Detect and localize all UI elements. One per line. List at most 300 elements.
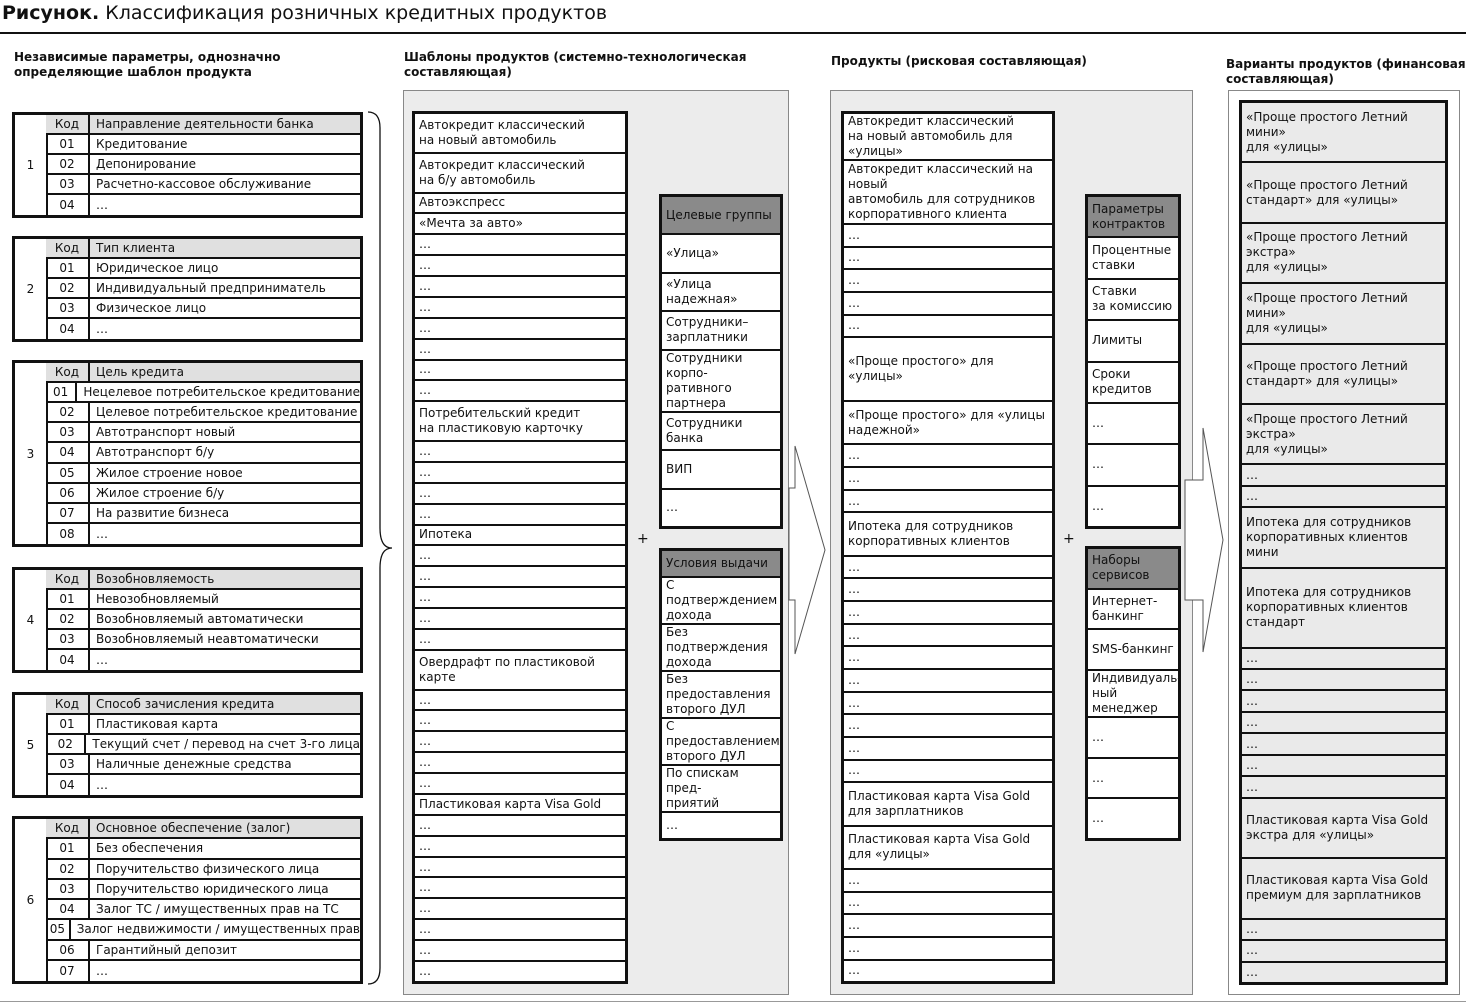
- cell-text: …: [1246, 779, 1258, 794]
- variant-item: [1242, 777, 1445, 796]
- cell-text: Сотрудники банка: [666, 415, 743, 445]
- template-item: [415, 899, 625, 918]
- product-item: [844, 915, 1052, 936]
- value-cell: Автотранспорт новый: [96, 425, 236, 440]
- value-cell: Целевое потребительское кредитование: [96, 405, 358, 420]
- product-item: [844, 783, 1052, 824]
- template-item: [415, 154, 625, 192]
- cell-text: …: [1092, 811, 1104, 826]
- param-table-row: [46, 423, 360, 443]
- cell-text: …: [419, 506, 431, 521]
- cell-text: …: [848, 250, 860, 265]
- cell-text: …: [1092, 457, 1104, 472]
- cell-text: …: [419, 880, 431, 895]
- product-item: [844, 270, 1052, 291]
- param-table-row: [46, 524, 360, 544]
- template-item: [415, 256, 625, 275]
- code-cell: 04: [46, 650, 90, 670]
- cell-text: Интернет- банкинг: [1092, 594, 1158, 623]
- cell-text: ВИП: [666, 461, 693, 476]
- product-item: [844, 114, 1052, 159]
- value-cell: Расчетно-кассовое обслуживание: [96, 177, 312, 191]
- product-item: [844, 445, 1052, 466]
- template-item: [415, 630, 625, 649]
- code-cell: Код: [46, 695, 90, 713]
- cell-text: Автокредит классический на новый автомобиль для сотрудников корпоративного клиента: [848, 161, 1036, 221]
- cell-text: …: [848, 559, 860, 574]
- param-table-header-row: [46, 363, 360, 383]
- contract-param-item: [1088, 445, 1178, 484]
- cell-text: Автокредит классический на б/у автомобиль: [419, 157, 585, 187]
- value-cell: На развитие бизнеса: [96, 505, 230, 520]
- cell-text: Пластиковая карта Visa Gold премиум для зарплатников: [1246, 873, 1429, 903]
- issue-condition-item: [662, 813, 780, 838]
- template-item: [415, 753, 625, 772]
- value-cell: Залог ТС / имущественных прав на ТС: [96, 902, 339, 917]
- template-item: [415, 402, 625, 440]
- cell-text: Автоэкспресс: [419, 195, 506, 210]
- service-set-item: [1088, 590, 1178, 629]
- code-cell: Код: [46, 239, 90, 257]
- contract-param-header: [1088, 197, 1178, 236]
- variant-item: [1242, 713, 1445, 732]
- service-set-item: [1088, 799, 1178, 838]
- product-item: [844, 248, 1052, 269]
- cell-text: …: [1092, 498, 1104, 513]
- params-column-heading: Независимые параметры, однозначно определяющие шаблон продукта: [14, 50, 281, 79]
- target-groups-list: [659, 194, 783, 529]
- cell-text: Автокредит классический на новый автомобиль для «улицы»: [848, 114, 1014, 158]
- template-item: [415, 837, 625, 856]
- template-item: [415, 340, 625, 359]
- code-cell: 03: [46, 630, 90, 648]
- value-cell: Поручительство физического лица: [96, 861, 320, 876]
- arrow-to-variants: [1181, 420, 1225, 660]
- code-cell: 02: [46, 279, 90, 297]
- cell-text: С предоставлением второго ДУЛ: [666, 719, 780, 763]
- cell-text: …: [1246, 489, 1258, 504]
- param-table-row: [46, 259, 360, 279]
- value-cell: Поручительство юридического лица: [96, 881, 329, 896]
- cell-text: «Проще простого Летний мини» для «улицы»: [1246, 109, 1408, 154]
- cell-text: Лимиты: [1092, 333, 1143, 348]
- cell-text: «Проще простого Летний мини» для «улицы»: [1246, 290, 1408, 335]
- service-set-header: [1088, 549, 1178, 588]
- param-table-row: [46, 630, 360, 650]
- cell-text: Потребительский кредит на пластиковую карточку: [419, 406, 583, 436]
- param-table-row: [46, 715, 360, 735]
- variants-list: [1239, 100, 1448, 985]
- product-item: [844, 338, 1052, 400]
- service-set-item: [1088, 759, 1178, 798]
- contract-param-item: [1088, 280, 1178, 319]
- product-item: [844, 316, 1052, 337]
- figure-label: Рисунок.: [2, 2, 100, 24]
- template-item: [415, 711, 625, 730]
- cell-text: «Проще простого Летний стандарт» для «улицы»: [1246, 358, 1408, 388]
- value-cell: Возобновляемость: [96, 572, 215, 586]
- product-item: [844, 693, 1052, 714]
- product-item: [844, 870, 1052, 891]
- contract-param-item: [1088, 238, 1178, 277]
- value-cell: …: [96, 198, 108, 212]
- value-cell: Пластиковая карта: [96, 717, 219, 731]
- variant-item: [1242, 103, 1445, 161]
- cell-text: …: [848, 318, 860, 333]
- value-cell: …: [96, 778, 108, 792]
- param-table-row: [46, 484, 360, 504]
- service-set-item: [1088, 671, 1182, 716]
- cell-text: …: [419, 569, 431, 584]
- param-table-5: [12, 692, 363, 798]
- code-cell: 02: [46, 403, 90, 421]
- code-cell: 07: [46, 961, 90, 981]
- issue-condition-item: [662, 625, 780, 670]
- code-cell: 03: [46, 299, 90, 317]
- plus-operator-1: +: [637, 531, 649, 547]
- title-divider: [0, 32, 1466, 34]
- cell-text: «Проще простого Летний экстра» для «улицы»: [1246, 230, 1408, 275]
- param-table-row: [46, 383, 360, 403]
- param-table-row: [46, 920, 360, 940]
- value-cell: Гарантийный депозит: [96, 942, 238, 957]
- code-cell: 01: [46, 839, 90, 857]
- template-item: [415, 774, 625, 793]
- value-cell: …: [96, 322, 108, 336]
- cell-text: Пластиковая карта Visa Gold для зарплатников: [848, 788, 1031, 818]
- param-table-number: 6: [15, 819, 48, 981]
- cell-text: …: [848, 470, 860, 485]
- code-cell: 04: [46, 443, 90, 461]
- product-item: [844, 893, 1052, 914]
- cell-text: …: [419, 237, 431, 252]
- cell-text: …: [848, 604, 860, 619]
- code-cell: 01: [46, 590, 90, 608]
- param-table-number: 5: [15, 695, 48, 795]
- product-item: [844, 402, 1052, 443]
- cell-text: …: [848, 763, 860, 778]
- code-cell: 06: [46, 484, 90, 502]
- product-item: [844, 579, 1052, 600]
- value-cell: Способ зачисления кредита: [96, 697, 275, 711]
- service-sets-list: [1085, 546, 1181, 841]
- variant-item: [1242, 920, 1445, 939]
- variant-item: [1242, 756, 1445, 775]
- variant-item: [1242, 345, 1445, 403]
- product-item: [844, 715, 1052, 736]
- value-cell: …: [96, 963, 108, 978]
- cell-text: …: [848, 895, 860, 910]
- target-group-header: [662, 197, 780, 233]
- variant-item: [1242, 963, 1445, 982]
- variant-item: [1242, 465, 1445, 484]
- cell-text: …: [419, 258, 431, 273]
- template-item: [415, 858, 625, 877]
- cell-text: По спискам пред- приятий: [666, 766, 739, 810]
- cell-text: Без предоставления второго ДУЛ: [666, 672, 771, 716]
- cell-text: «Проще простого» для «улицы надежной»: [848, 407, 1045, 437]
- variant-item: [1242, 649, 1445, 668]
- param-table-row: [46, 590, 360, 610]
- cell-text: Сотрудники– зарплатники: [666, 315, 749, 345]
- template-item: [415, 381, 625, 400]
- template-item: [415, 442, 625, 461]
- cell-text: …: [1246, 672, 1258, 687]
- contract-param-item: [1088, 363, 1178, 402]
- param-table-row: [46, 839, 360, 859]
- param-table-2: [12, 236, 363, 342]
- cell-text: …: [1246, 921, 1258, 936]
- product-item: [844, 602, 1052, 623]
- cell-text: Ставки за комиссию: [1092, 284, 1173, 314]
- issue-condition-item: [662, 578, 780, 623]
- plus-operator-2: +: [1063, 531, 1075, 547]
- template-item: [415, 567, 625, 586]
- param-table-row: [46, 279, 360, 299]
- template-item: [415, 546, 625, 565]
- product-item: [844, 827, 1052, 868]
- product-item: [844, 738, 1052, 759]
- param-table-4: [12, 567, 363, 673]
- contract-params-list: [1085, 194, 1181, 529]
- cell-text: …: [419, 362, 431, 377]
- param-table-row: [46, 195, 360, 215]
- param-table-header-row: [46, 570, 360, 590]
- template-item: [415, 114, 625, 152]
- param-table-3: [12, 360, 363, 547]
- value-cell: Без обеспечения: [96, 841, 204, 856]
- cell-text: …: [848, 672, 860, 687]
- product-item: [844, 293, 1052, 314]
- cell-text: …: [1246, 758, 1258, 773]
- code-cell: 07: [46, 504, 90, 522]
- value-cell: …: [96, 653, 108, 667]
- templates-column-heading: Шаблоны продуктов (системно-технологическая составляющая): [404, 50, 747, 79]
- variant-item: [1242, 799, 1445, 857]
- variant-item: [1242, 284, 1445, 342]
- cell-text: «Проще простого» для «улицы»: [848, 354, 994, 384]
- cell-text: Сотрудники корпо- ративного партнера: [666, 350, 743, 410]
- param-table-row: [46, 155, 360, 175]
- template-item: [415, 941, 625, 960]
- templates-list: [412, 111, 628, 984]
- cell-text: …: [848, 227, 860, 242]
- template-item: [415, 816, 625, 835]
- cell-text: …: [848, 940, 860, 955]
- cell-text: …: [419, 631, 431, 646]
- param-table-row: [46, 880, 360, 900]
- template-item: [415, 526, 625, 545]
- param-table-row: [46, 175, 360, 195]
- cell-text: Целевые группы: [666, 207, 772, 222]
- product-item: [844, 647, 1052, 668]
- template-item: [415, 651, 625, 689]
- template-item: [415, 235, 625, 254]
- code-cell: 03: [46, 755, 90, 773]
- param-table-row: [46, 735, 360, 755]
- template-item: [415, 609, 625, 628]
- template-item: [415, 484, 625, 503]
- value-cell: Жилое строение новое: [96, 465, 243, 480]
- variant-item: [1242, 734, 1445, 753]
- param-table-row: [46, 443, 360, 463]
- product-item: [844, 670, 1052, 691]
- cell-text: …: [419, 443, 431, 458]
- cell-text: …: [848, 963, 860, 978]
- code-cell: 08: [46, 524, 90, 544]
- param-table-row: [46, 504, 360, 524]
- cell-text: SMS-банкинг: [1092, 642, 1174, 657]
- cell-text: …: [419, 278, 431, 293]
- variant-item: [1242, 670, 1445, 689]
- template-item: [415, 214, 625, 233]
- target-group-item: [662, 312, 780, 348]
- cell-text: …: [1246, 467, 1258, 482]
- template-item: [415, 505, 625, 524]
- cell-text: …: [666, 818, 678, 832]
- code-cell: 04: [46, 900, 90, 918]
- template-item: [415, 588, 625, 607]
- figure-title: [2, 2, 607, 24]
- param-table-row: [46, 299, 360, 319]
- param-table-row: [46, 135, 360, 155]
- value-cell: Нецелевое потребительское кредитование: [83, 385, 360, 400]
- cell-text: …: [419, 320, 431, 335]
- cell-text: …: [419, 859, 431, 874]
- template-item: [415, 962, 625, 981]
- variants-column-heading: Варианты продуктов (финансовая составляющая): [1226, 57, 1466, 86]
- service-set-item: [1088, 630, 1178, 669]
- param-table-number: 1: [15, 115, 48, 215]
- cell-text: …: [1246, 693, 1258, 708]
- cell-text: …: [419, 755, 431, 770]
- cell-text: Индивидуаль- ный менеджер: [1092, 671, 1182, 716]
- code-cell: 01: [46, 135, 90, 153]
- value-cell: Физическое лицо: [96, 301, 207, 315]
- cell-text: …: [1092, 416, 1104, 431]
- value-cell: …: [96, 526, 108, 541]
- cell-text: …: [419, 943, 431, 957]
- value-cell: Основное обеспечение (залог): [96, 821, 291, 836]
- product-item: [844, 161, 1052, 223]
- code-cell: 02: [46, 860, 90, 878]
- template-item: [415, 361, 625, 380]
- products-column-heading: Продукты (рисковая составляющая): [831, 54, 1087, 68]
- cell-text: …: [419, 299, 431, 314]
- figure-title-text: Классификация розничных кредитных продуктов: [105, 2, 608, 24]
- cell-text: …: [848, 493, 860, 508]
- cell-text: …: [419, 548, 431, 563]
- cell-text: «Мечта за авто»: [419, 216, 523, 231]
- cell-text: «Улица»: [666, 246, 719, 261]
- value-cell: Направление деятельности банка: [96, 117, 314, 131]
- cell-text: Автокредит классический на новый автомобиль: [419, 117, 585, 147]
- template-item: [415, 194, 625, 213]
- product-item: [844, 491, 1052, 512]
- code-cell: 02: [46, 610, 90, 628]
- code-cell: 01: [46, 715, 90, 733]
- param-table-row: [46, 961, 360, 981]
- code-cell: 04: [46, 195, 90, 215]
- cell-text: Без подтверждения дохода: [666, 625, 768, 669]
- cell-text: …: [419, 901, 431, 916]
- cell-text: …: [1246, 736, 1258, 751]
- cell-text: …: [419, 838, 431, 853]
- cell-text: …: [848, 872, 860, 887]
- cell-text: …: [1246, 964, 1258, 979]
- cell-text: …: [848, 448, 860, 463]
- code-cell: 03: [46, 175, 90, 193]
- value-cell: Кредитование: [96, 137, 188, 151]
- cell-text: Ипотека для сотрудников корпоративных клиентов стандарт: [1246, 585, 1412, 630]
- value-cell: Возобновляемый автоматически: [96, 612, 304, 626]
- param-table-row: [46, 900, 360, 920]
- cell-text: Овердрафт по пластиковой карте: [419, 654, 595, 684]
- code-cell: 05: [46, 464, 90, 482]
- value-cell: Залог недвижимости / имущественных прав: [76, 922, 360, 937]
- code-cell: 05: [46, 920, 71, 938]
- variant-item: [1242, 487, 1445, 506]
- cell-text: «Проще простого Летний стандарт» для «улицы»: [1246, 177, 1408, 207]
- template-item: [415, 920, 625, 939]
- variant-item: [1242, 569, 1445, 647]
- cell-text: …: [419, 464, 431, 479]
- value-cell: Цель кредита: [96, 365, 184, 380]
- product-item: [844, 625, 1052, 646]
- template-item: [415, 732, 625, 751]
- template-item: [415, 878, 625, 897]
- code-cell: 02: [46, 735, 86, 753]
- param-table-row: [46, 650, 360, 670]
- cell-text: …: [848, 695, 860, 710]
- param-table-row: [46, 860, 360, 880]
- param-table-header-row: [46, 695, 360, 715]
- cell-text: «Проще простого Летний экстра» для «улицы»: [1246, 411, 1408, 456]
- param-table-row: [46, 403, 360, 423]
- target-group-item: [662, 413, 780, 449]
- variant-item: [1242, 941, 1445, 960]
- param-table-row: [46, 319, 360, 339]
- cell-text: Процентные ставки: [1092, 243, 1172, 273]
- code-cell: 04: [46, 775, 90, 795]
- cell-text: Параметры контрактов: [1092, 201, 1166, 231]
- target-group-item: [662, 235, 780, 271]
- cell-text: С подтверждением дохода: [666, 578, 778, 622]
- cell-text: «Улица надежная»: [666, 277, 738, 307]
- bottom-divider: [0, 1001, 1466, 1002]
- param-table-number: 2: [15, 239, 48, 339]
- issue-condition-header: [662, 551, 780, 576]
- target-group-item: [662, 490, 780, 526]
- cell-text: …: [1246, 715, 1258, 730]
- cell-text: Наборы сервисов: [1092, 553, 1150, 583]
- value-cell: Жилое строение б/у: [96, 485, 225, 500]
- products-list: [841, 111, 1055, 984]
- code-cell: Код: [46, 115, 90, 133]
- cell-text: …: [848, 273, 860, 288]
- product-item: [844, 557, 1052, 578]
- issue-condition-item: [662, 719, 780, 764]
- cell-text: …: [848, 650, 860, 665]
- cell-text: …: [419, 383, 431, 398]
- cell-text: …: [419, 734, 431, 749]
- code-cell: 03: [46, 423, 90, 441]
- cell-text: …: [419, 692, 431, 707]
- variant-item: [1242, 859, 1445, 917]
- cell-text: …: [1092, 770, 1104, 785]
- arrow-to-products: [787, 440, 829, 660]
- value-cell: Юридическое лицо: [96, 261, 219, 275]
